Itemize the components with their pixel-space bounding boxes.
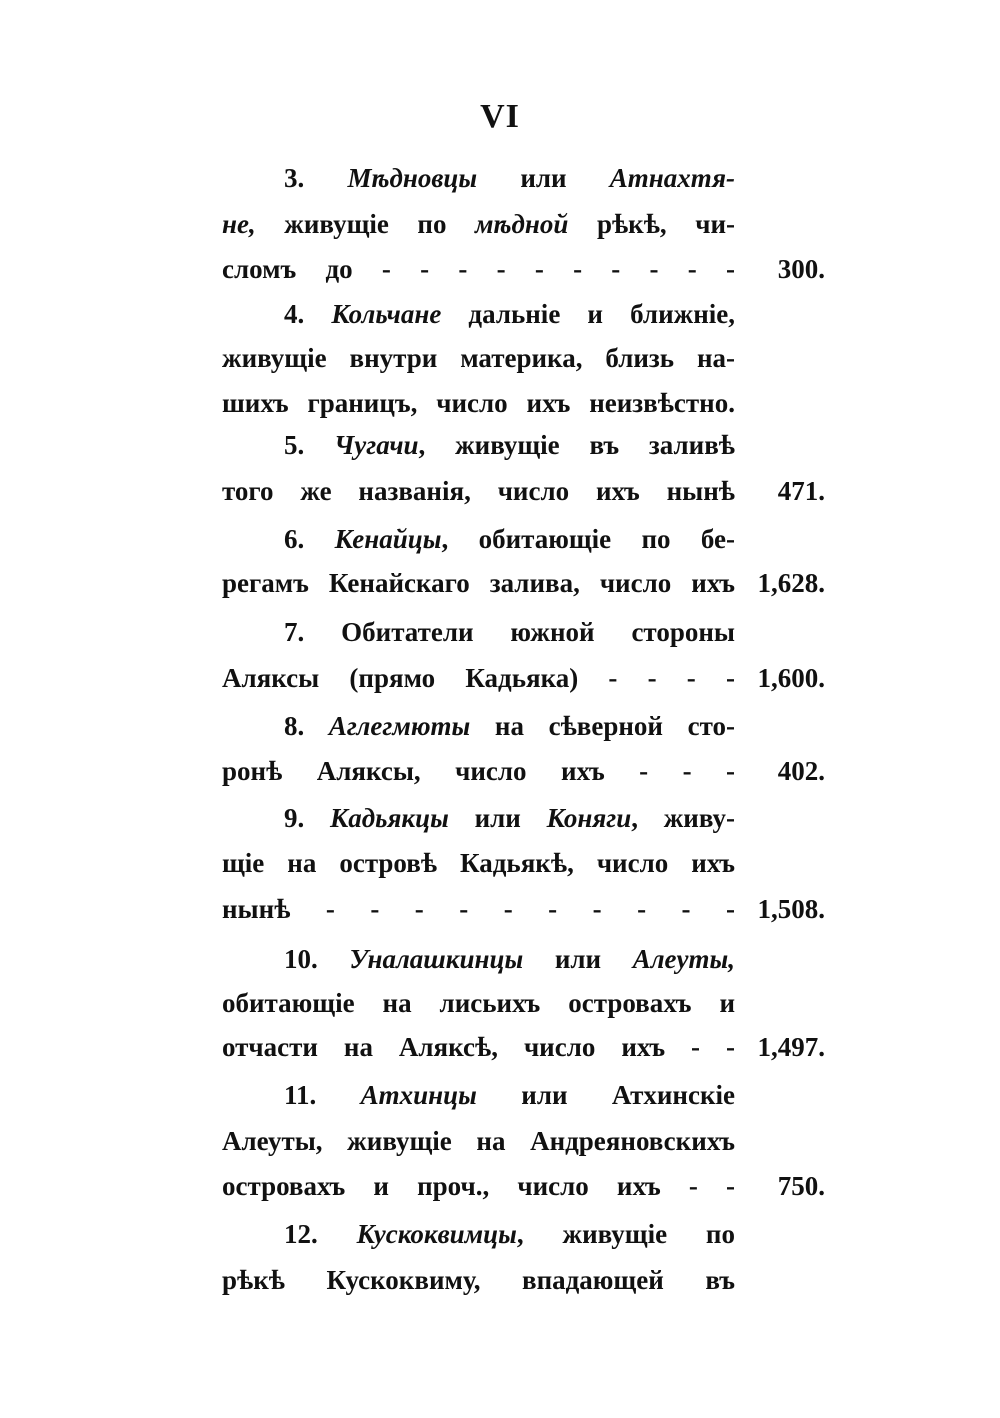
line-text xyxy=(222,1166,735,1206)
italic-name: Кольчане xyxy=(331,299,442,329)
text-segment: рѣкѣ Кускоквиму, впадающей въ xyxy=(222,1265,735,1295)
text-segment: островахъ и проч., число ихъ - - xyxy=(222,1171,735,1201)
text-segment: , живущіе въ заливѣ xyxy=(418,430,735,460)
text-segment: дальніе и ближніе, xyxy=(441,299,735,329)
italic-name: мѣдной xyxy=(475,209,569,239)
text-segment: , обитающіе по бе- xyxy=(441,524,735,554)
line-text xyxy=(222,204,735,244)
text-segment: живущіе внутри материка, близь на- xyxy=(222,343,735,373)
text-segment: шихъ границъ, число ихъ неизвѣстно. xyxy=(222,388,735,418)
text-segment: сломъ до - - - - - - - - - - xyxy=(222,254,735,284)
line-text xyxy=(222,843,735,883)
italic-name: Кадьякцы xyxy=(329,803,449,833)
line-text xyxy=(222,249,735,289)
text-segment: на сѣверной сто- xyxy=(470,711,735,741)
line-text xyxy=(222,425,735,465)
text-segment: 8. xyxy=(284,711,329,741)
italic-name: Аглегмюты xyxy=(328,711,471,741)
italic-name: Кенайцы xyxy=(334,524,442,554)
text-segment: 4. xyxy=(284,299,332,329)
text-segment: , живущіе по xyxy=(516,1219,735,1249)
line-text xyxy=(222,751,735,791)
text-segment: 12. xyxy=(284,1219,357,1249)
line-text xyxy=(222,1260,735,1300)
text-segment: живущіе по xyxy=(255,209,475,239)
italic-name: Уналашкинцы xyxy=(349,944,524,974)
population-count: 402. xyxy=(777,756,825,786)
population-count: 471. xyxy=(777,476,825,506)
line-text xyxy=(222,383,735,423)
text-segment: или Атхинскіе xyxy=(476,1080,735,1110)
text-segment: того же названія, число ихъ нынѣ xyxy=(222,476,735,506)
italic-name: Атнахтя- xyxy=(609,163,735,193)
population-count: 1,508. xyxy=(757,894,825,924)
italic-name: Мѣдновцы xyxy=(347,163,478,193)
text-segment: 7. Обитатели южной стороны xyxy=(284,617,735,647)
line-text xyxy=(222,612,735,652)
line-text xyxy=(222,1121,735,1161)
line-text xyxy=(222,471,735,511)
line-text xyxy=(222,706,735,746)
text-segment: рѣкѣ, чи- xyxy=(568,209,735,239)
text-segment: обитающіе на лисьихъ островахъ и xyxy=(222,988,735,1018)
text-segment: регамъ Кенайскаго залива, число ихъ xyxy=(222,568,735,598)
text-segment: 9. xyxy=(284,803,330,833)
text-segment: 6. xyxy=(284,524,335,554)
italic-name: не, xyxy=(222,209,256,239)
line-text xyxy=(222,519,735,559)
line-text xyxy=(222,158,735,198)
text-segment: Аляксы (прямо Кадьяка) - - - - xyxy=(222,663,735,693)
italic-name: Чугачи xyxy=(334,430,419,460)
text-segment: нынѣ - - - - - - - - - - xyxy=(222,894,735,924)
italic-name: Коняги xyxy=(546,803,632,833)
italic-name: Алеуты, xyxy=(632,944,735,974)
line-text xyxy=(222,338,735,378)
page-number: VI xyxy=(480,98,520,135)
text-segment: Алеуты, живущіе на Андреяновскихъ xyxy=(222,1126,735,1156)
text-segment: или xyxy=(523,944,633,974)
line-text xyxy=(222,889,735,929)
text-segment: или xyxy=(477,163,610,193)
line-text xyxy=(222,798,735,838)
line-text xyxy=(222,939,735,979)
text-segment: или xyxy=(448,803,547,833)
line-text xyxy=(222,563,735,603)
line-text xyxy=(222,1027,735,1067)
line-text xyxy=(222,658,735,698)
population-count: 1,497. xyxy=(757,1032,825,1062)
text-segment: ронѣ Аляксы, число ихъ - - - xyxy=(222,756,735,786)
italic-name: Кускоквимцы xyxy=(356,1219,517,1249)
text-segment: отчасти на Аляксѣ, число ихъ - - xyxy=(222,1032,735,1062)
population-count: 300. xyxy=(777,254,825,284)
text-segment: 10. xyxy=(284,944,350,974)
population-count: 1,628. xyxy=(757,568,825,598)
line-text xyxy=(222,1075,735,1115)
text-segment: 5. xyxy=(284,430,335,460)
text-segment: , живу- xyxy=(631,803,735,833)
line-text xyxy=(222,983,735,1023)
text-segment: 3. xyxy=(284,163,348,193)
line-text xyxy=(222,294,735,334)
text-segment: щіе на островѣ Кадьякѣ, число ихъ xyxy=(222,848,735,878)
text-segment: 11. xyxy=(284,1080,361,1110)
italic-name: Атхинцы xyxy=(360,1080,477,1110)
line-text xyxy=(222,1214,735,1254)
population-count: 750. xyxy=(777,1171,825,1201)
population-count: 1,600. xyxy=(757,663,825,693)
